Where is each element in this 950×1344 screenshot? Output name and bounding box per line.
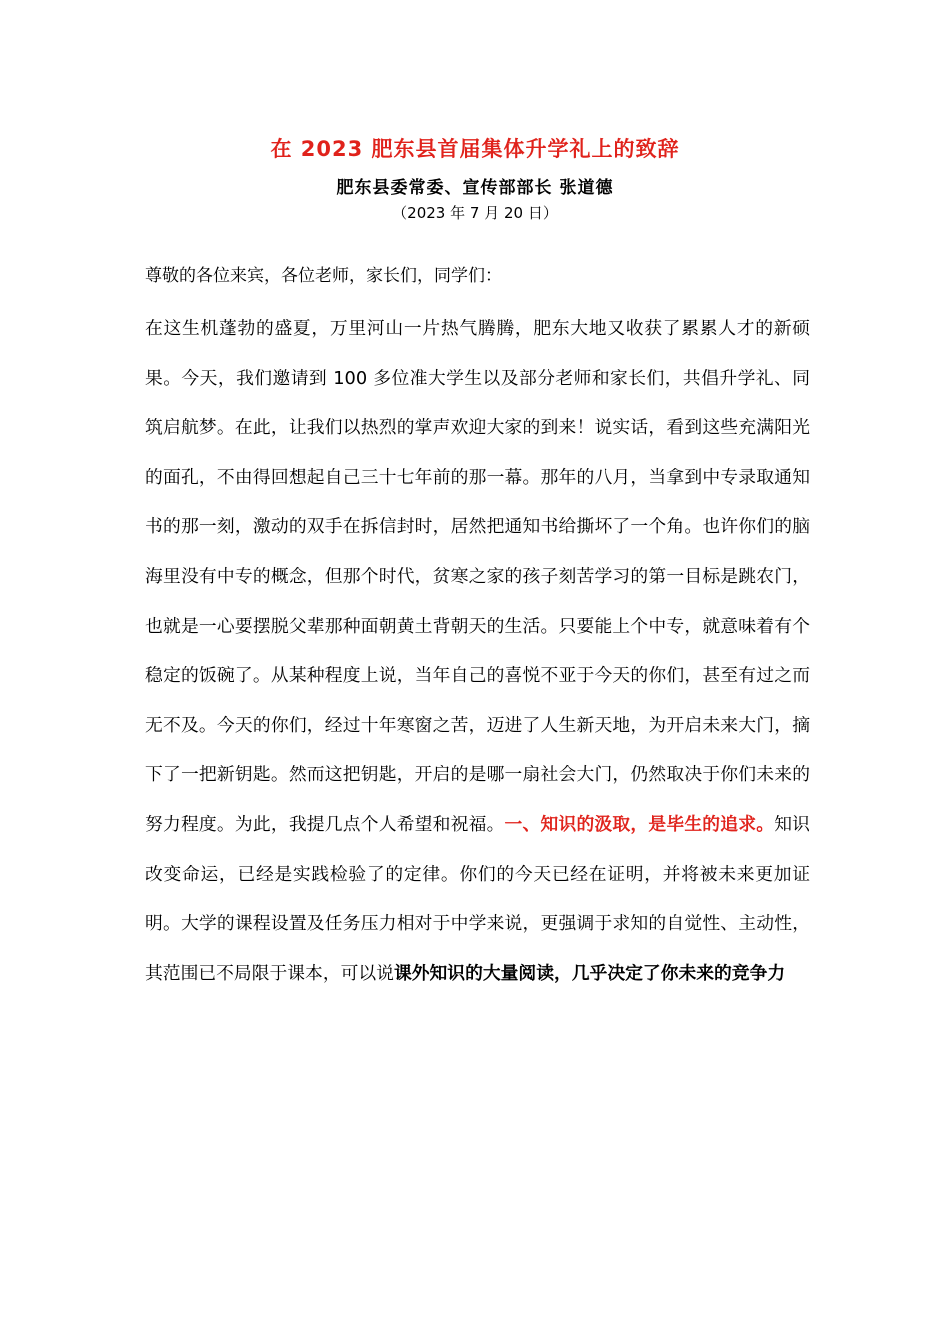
paragraph-text-part2: 知识改变命运，已经是实践检验了的定律。你们的今天已经在证明，并将被未来更加证明。大学的课程设置及任务压力相对于中学来说，更强调于求知的自觉性、主动性，其范围已不局限于课本，可以说 [145,813,810,984]
document-title: 在 2023 肥东县首届集体升学礼上的致辞 [270,137,680,161]
section-heading-1: 一、知识的汲取，是毕生的追求。 [504,813,775,835]
emphasis-text: 课外知识的大量阅读，几乎决定了你未来的竞争力 [393,962,786,984]
body-paragraph [145,304,810,998]
date-line: （2023 年 7 月 20 日） [392,204,558,222]
salutation: 尊敬的各位来宾，各位老师，家长们，同学们： [145,266,502,286]
author-line: 肥东县委常委、宣传部部长 张道德 [336,178,614,198]
paragraph-text-part1: 在这生机蓬勃的盛夏，万里河山一片热气腾腾，肥东大地又收获了累累人才的新硕果。今天，我们邀请到 100 多位准大学生以及部分老师和家长们，共倡升学礼、同筑启航梦。在此，让我们以热烈的掌声欢迎大家的到来！说实话，看到这些充满阳光的面孔，不由得回想起自己三十七年前的那一幕。那年的八月，当拿到中专录取通知书的那一刻，激动的双手在拆信封时，居然把通知书给撕坏了一个角。也许你们的脑海里没有中专的概念，但那个时代，贫寒之家的孩子刻苦学习的第一目标是跳农门，也就是一心要摆脱父辈那种面朝黄土背朝天的生活。只要能上个中专，就意味着有个稳定的饭碗了。从某种程度上说，当年自己的喜悦不亚于今天的你们，甚至有过之而无不及。今天的你们，经过十年寒窗之苦，迈进了人生新天地，为开启未来大门，摘下了一把新钥匙。然而这把钥匙，开启的是哪一扇社会大门，仍然取决于你们未来的努力程度。为此，我提几点个人希望和祝福。 [145,318,810,835]
